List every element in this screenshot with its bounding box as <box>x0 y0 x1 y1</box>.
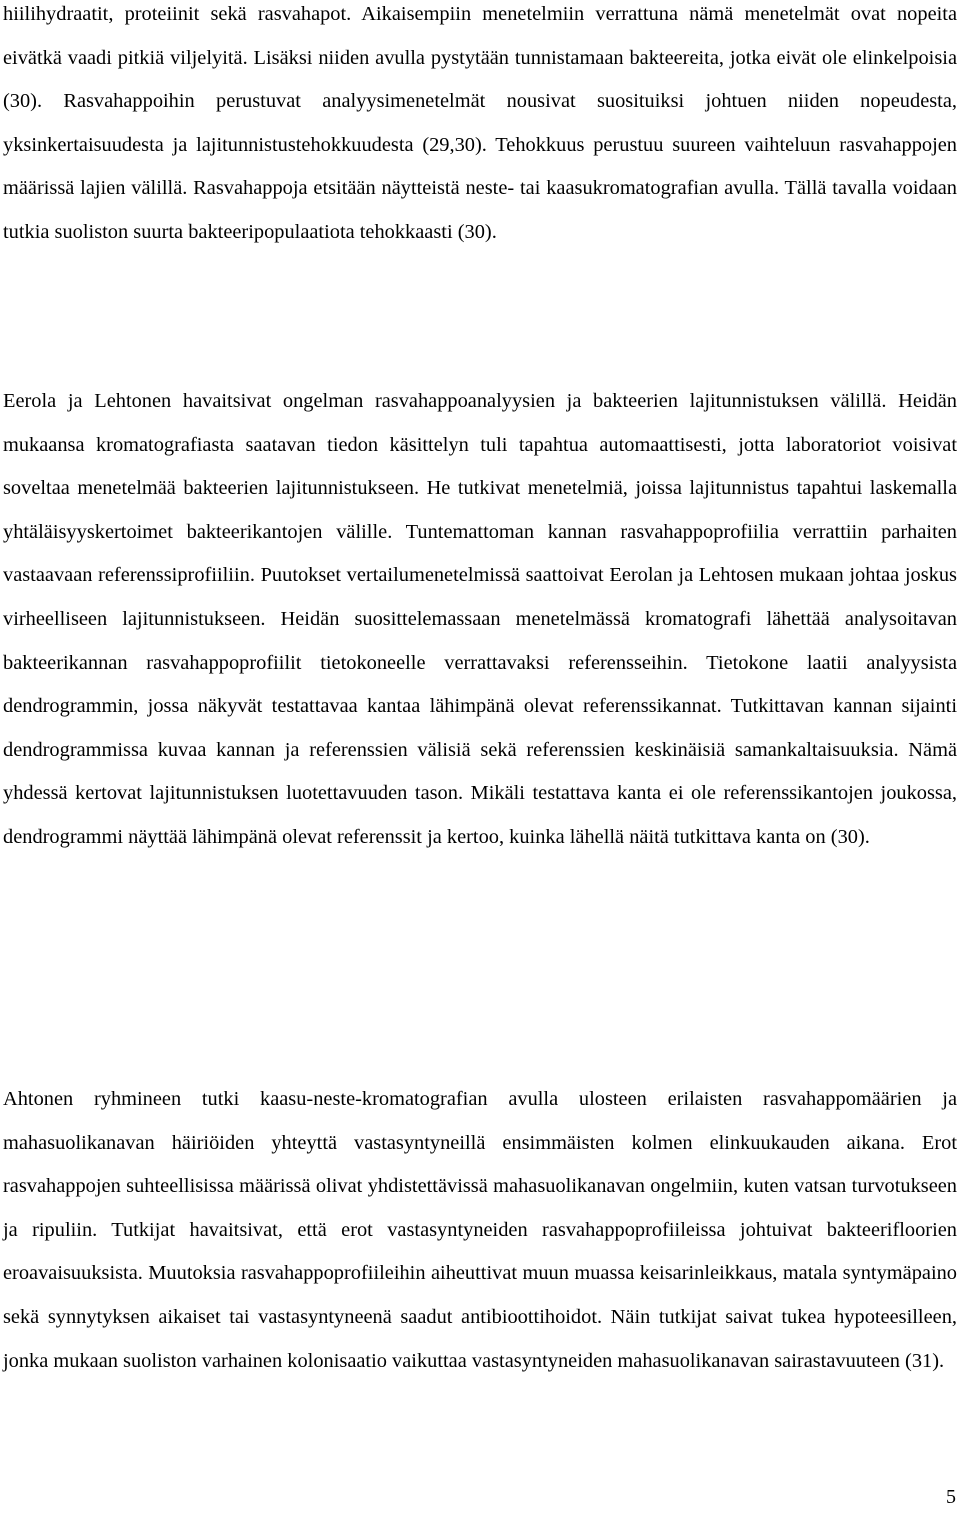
paragraph-eerola-lehtonen: Eerola ja Lehtonen havaitsivat ongelman rasvahappoanalyysien ja bakteerien lajitunnistuksen välillä. Heidän mukaansa kromatografiasta saatavan tiedon käsittelyn tuli tapahtua automaattisesti, jotta laboratoriot voisivat soveltaa menetelmää bakteerien lajitunnistukseen. He tutkivat menetelmiä, joissa lajitunnistus tapahtui laskemalla yhtäläisyyskertoimet bakteerikantojen välille. Tuntemattoman kannan rasvahappoprofiilia verrattiin parhaiten vastaavaan referenssiprofiiliin. Puutokset vertailumenetelmissä saattoivat Eerolan ja Lehtosen mukaan johtaa joskus virheelliseen lajitunnistukseen. Heidän suosittelemassaan menetelmässä kromatografi lähettää analysoitavan bakteerikannan rasvahappoprofiilit tietokoneelle verrattavaksi referensseihin. Tietokone laatii analyysista dendrogrammin, jossa näkyvät testattavaa kantaa lähimpänä olevat referenssikannat. Tutkittavan kannan sijainti dendrogrammissa kuvaa kannan ja referenssien välisiä sekä referenssien keskinäisiä samankaltaisuuksia. Nämä yhdessä kertovat lajitunnistuksen luotettavuuden tason. Mikäli testattava kanta ei ole referenssikantojen joukossa, dendrogrammi näyttää lähimpänä olevat referenssit ja kertoo, kuinka lähellä näitä tutkittava kanta on (30). <box>3 390 957 848</box>
page-number: 5 <box>946 1486 956 1508</box>
paragraph-ahtonen: Ahtonen ryhmineen tutki kaasu-neste-kromatografian avulla ulosteen erilaisten rasvahappomäärien ja mahasuolikanavan häiriöiden yhteyttä vastasyntyneillä ensimmäisten kolmen elinkuukauden aikana. Erot rasvahappojen suhteellisissa määrissä olivat yhdistettävissä mahasuolikanavan ongelmiin, kuten vatsan turvotukseen ja ripuliin. Tutkijat havaitsivat, että erot vastasyntyneiden rasvahappoprofiileissa johtuivat bakteerifloorien eroavaisuuksista. Muutoksia rasvahappoprofiileihin aiheuttivat muun muassa keisarinleikkaus, matala syntymäpaino sekä synnytyksen aikaiset tai vastasyntyneenä saadut antibioottihoidot. Näin tutkijat saivat tukea hypoteesilleen, jonka mukaan suoliston varhainen kolonisaatio vaikuttaa vastasyntyneiden mahasuolikanavan sairastavuuteen (31). <box>3 1088 957 1372</box>
paragraph-fatty-acid-methods: hiilihydraatit, proteiinit sekä rasvahapot. Aikaisempiin menetelmiin verrattuna nämä menetelmät ovat nopeita eivätkä vaadi pitkiä viljelyitä. Lisäksi niiden avulla pystytään tunnistamaan bakteereita, jotka eivät ole elinkelpoisia (30). Rasvahappoihin perustuvat analyysimenetelmät nousivat suosituiksi johtuen niiden nopeudesta, yksinkertaisuudesta ja lajitunnistustehokkuudesta (29,30). Tehokkuus perustuu suureen vaihteluun rasvahappojen määrissä lajien välillä. Rasvahappoja etsitään näytteistä neste- tai kaasukromatografian avulla. Tällä tavalla voidaan tutkia suoliston suurta bakteeripopulaatiota tehokkaasti (30). <box>3 3 957 243</box>
